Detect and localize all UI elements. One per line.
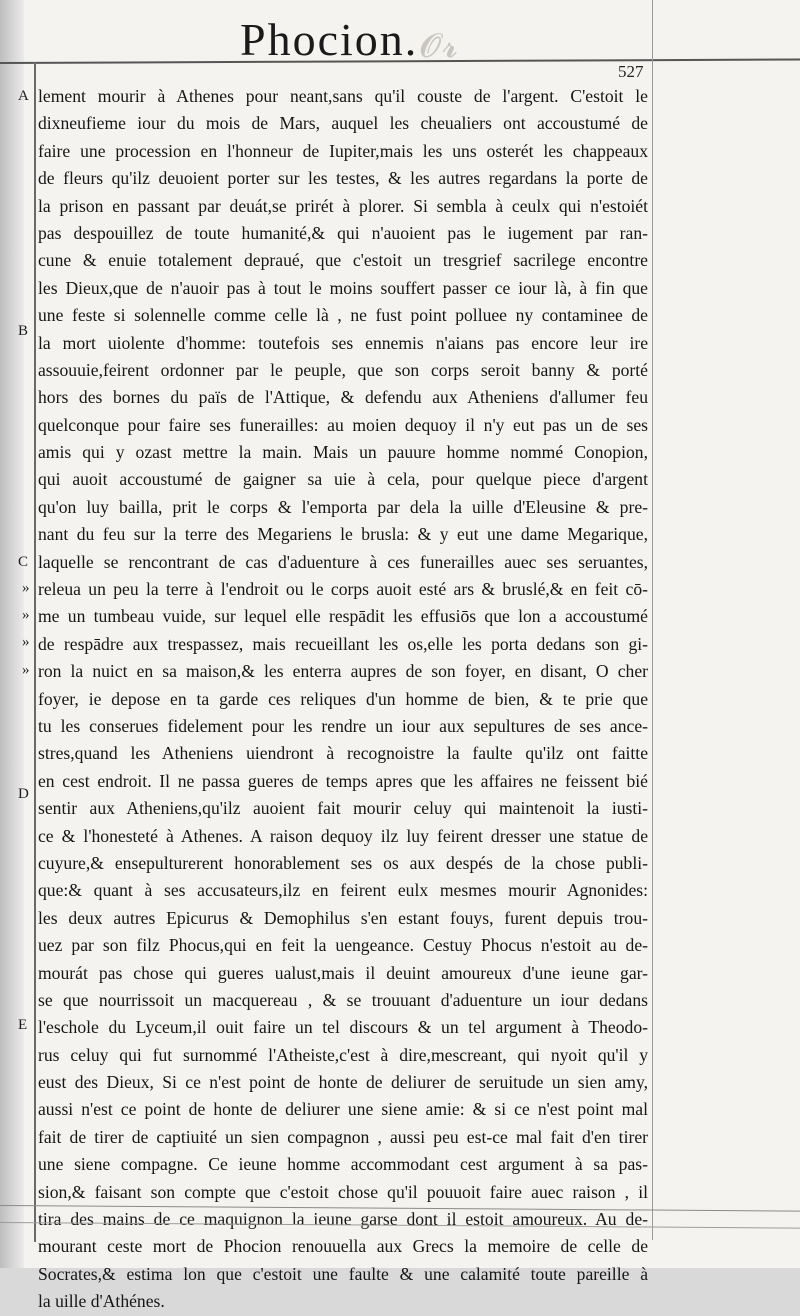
text-line: la mort uiolente d'homme: toutefois ses ennemis n'aians pas encore leur ire [38,332,648,353]
text-line: me un tumbeau vuide, sur lequel elle respādit les effusiōs que lon a accoustumé [38,606,648,627]
margin-letter-a: A [18,88,29,104]
quote-mark: » [22,634,30,650]
margin-letter-d: D [18,786,29,802]
text-line: mourant ceste mort de Phocion renouuella aux Grecs la memoire de celle de [38,1236,648,1257]
quote-mark: » [22,580,30,596]
text-line: rus celuy qui fut surnommé l'Atheiste,c'est à dire,mescreant, qui nyoit qu'il y [38,1044,648,1065]
text-line: la prison en passant par deuát,se prirét à plorer. Si sembla à ceulx qui n'estoiét [38,195,648,216]
right-frame-rule [652,0,653,1240]
text-line: sentir aux Atheniens,qu'ilz auoient fait mourir celuy qui maintenoit la iusti- [38,798,648,819]
quote-mark: » [22,607,30,623]
text-line: hors des bornes du païs de l'Attique, & defendu aux Atheniens d'allumer feu [38,387,648,408]
text-line: amis qui y ozast mettre la main. Mais un pauure homme nommé Conopion, [38,442,648,463]
text-line: quelconque pour faire ses funerailles: au moien dequoy il n'y eut pas un de ses [38,414,648,435]
text-line: faire une procession en l'honneur de Iupiter,mais les uns osterét les chappeaux [38,140,648,161]
text-line: mourát pas chose qui gueres ualust,mais il deuint amoureux d'une ieune gar- [38,962,648,983]
left-frame-rule [34,62,36,1242]
text-line: dixneufieme iour du mois de Mars, auquel les cheualiers ont accoustumé de [38,113,648,134]
margin-letter-c: C [18,554,29,570]
text-line: foyer, ie depose en ta garde ces reliques d'un homme de bien, & te prie que [38,688,648,709]
text-line: tu les conserues fidelement pour les rendre un iour aux sepultures de ses ance- [38,715,648,736]
text-line: releua un peu la terre à l'endroit ou le corps auoit esté ars & bruslé,& en feit cō- [38,579,648,600]
text-line: de respādre aux trespassez, mais recueillant les os,elle les porta dedans son gi- [38,633,648,654]
page-number: 527 [618,62,644,81]
text-line: que:& quant à ses accusateurs,ilz en feirent eulx mesmes mourir Agnonides: [38,880,648,901]
text-line: eust des Dieux, Si ce n'est point de honte de deliurer de seruitude un sien amy, [38,1072,648,1093]
text-line: nant du feu sur la terre des Megariens le brusla: & y eut une dame Megarique, [38,524,648,545]
text-line: en cest endroit. Il ne passa gueres de temps apres que les affaires ne feissent bié [38,770,648,791]
text-line: fait de tirer de captiuité un sien compagnon , aussi peu est-ce mal fait d'en tirer [38,1126,648,1147]
text-line: assouuie,feirent ordonner par le peuple, que son corps seroit banny & porté [38,359,648,380]
text-line: de fleurs qu'ilz deuoient porter sur les testes, & les autres regardans la porte de [38,168,648,189]
text-line: cuyure,& ensepulturerent honorablement ses os aux despés de la chose publi- [38,852,648,873]
text-line: qui auoit accoustumé de gaigner sa uie à cela, pour quelque piece d'argent [38,469,648,490]
text-line: cune & enuie totalement depraué, que c'estoit un tresgrief sacrilege encontre [38,250,648,271]
body-text [38,83,648,1316]
text-line: tira des mains de ce maquignon la ieune garse dont il estoit amoureux. Au de- [38,1209,648,1230]
text-line: aussi n'est ce point de honte de deliurer une siene amie: & si ce n'est point mal [38,1099,648,1120]
text-line: les Dieux,que de n'auoir pas à tout le moins souffert passer ce iour là, à fin que [38,277,648,298]
text-line: uez par son filz Phocus,qui en feit la uengeance. Cestuy Phocus n'estoit au de- [38,935,648,956]
text-line: ce & l'honesteté à Athenes. A raison dequoy ilz luy feirent dresser une statue de [38,825,648,846]
text-line: l'eschole du Lyceum,il ouit faire un tel discours & un tel argument à Theodo- [38,1017,648,1038]
text-line: lement mourir à Athenes pour neant,sans qu'il couste de l'argent. C'estoit le [38,86,648,106]
text-line: stres,quand les Atheniens uiendront à recognoistre la faulte qu'ilz ont faitte [38,743,648,764]
text-line: qu'on luy bailla, prit le corps & l'emporta par dela la uille d'Eleusine & pre- [38,496,648,517]
text-line: sion,& faisant son compte que c'estoit chose qu'il pouuoit faire auec raison , il [38,1181,648,1202]
margin-letter-b: B [18,323,29,339]
text-line: Socrates,& estima lon que c'estoit une faulte & une calamité toute pareille à [38,1263,648,1284]
text-line: une feste si solennelle comme celle là , ne fust point polluee ny contaminee de [38,305,648,326]
text-line: laquelle se rencontrant de cas d'aduenture à ces funerailles auec ses seruantes, [38,551,648,572]
text-line: une siene compagne. Ce ieune homme accommodant cest argument à sa pas- [38,1154,648,1175]
text-line-last: la uille d'Athénes. [38,1291,165,1312]
margin-letter-e: E [18,1017,28,1033]
quote-mark: » [22,662,30,678]
bleed-through-heading: 𝓞𝓻 [420,28,459,65]
text-line: ron la nuict en sa maison,& les enterra aupres de son foyer, en disant, O cher [38,661,648,682]
text-line: se que nourrissoit un macquereau , & se trouuant d'aduenture un iour dedans [38,989,648,1010]
running-head: Phocion. [240,14,419,65]
text-line: pas despouillez de toute humanité,& qui n'auoient pas le iugement par ran- [38,222,648,243]
gutter-shadow [0,0,24,1268]
text-line: les deux autres Epicurus & Demophilus s'en estant fouys, furent depuis trou- [38,907,648,928]
